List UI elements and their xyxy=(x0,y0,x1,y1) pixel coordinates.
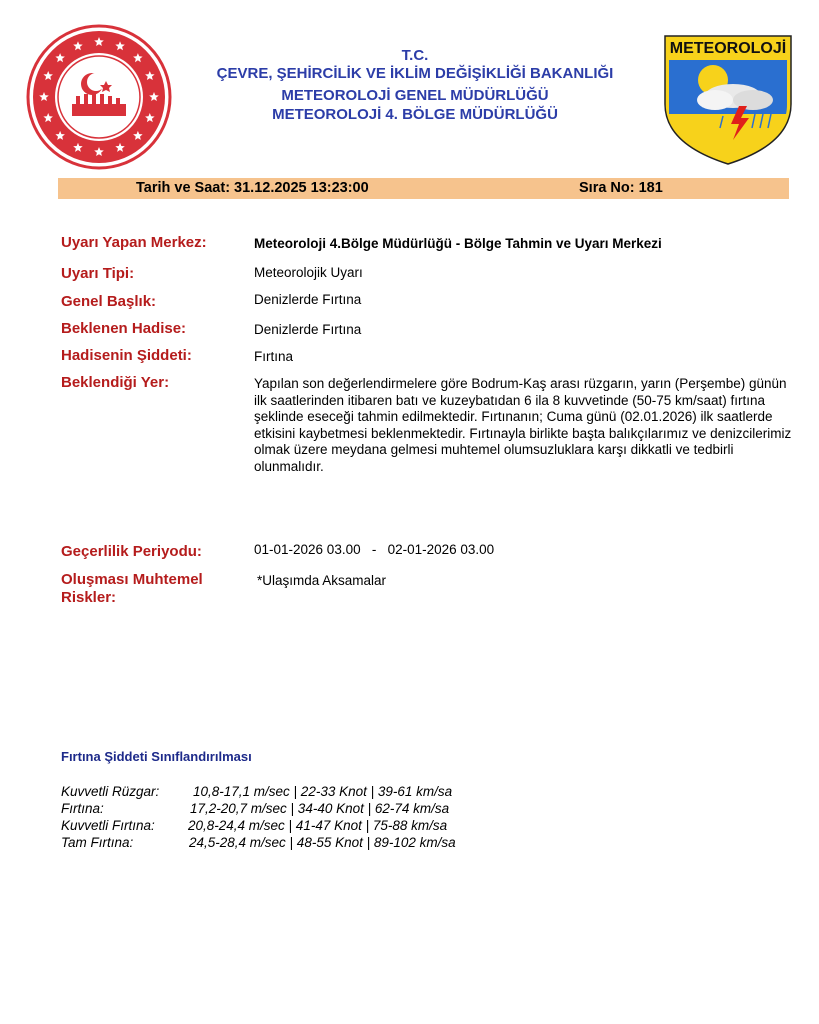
validity-period-label: Geçerlilik Periyodu: xyxy=(61,543,202,560)
expected-event-value: Denizlerde Fırtına xyxy=(254,322,362,337)
logo-text: METEOROLOJİ xyxy=(669,40,787,57)
header-regional: METEOROLOJİ 4. BÖLGE MÜDÜRLÜĞÜ xyxy=(272,106,558,123)
classification-title: Fırtına Şiddeti Sınıflandırılması xyxy=(61,749,252,764)
classification-values: 24,5-28,4 m/sec | 48-55 Knot | 89-102 km/sa xyxy=(189,835,456,850)
severity-value: Fırtına xyxy=(254,349,294,364)
general-title-label: Genel Başlık: xyxy=(61,293,157,310)
ministry-seal-logo xyxy=(26,24,172,170)
classification-values: 17,2-20,7 m/sec | 34-40 Knot | 62-74 km/sa xyxy=(190,801,450,816)
classification-name: Kuvvetli Rüzgar: xyxy=(61,784,160,799)
header-directorate: METEOROLOJİ GENEL MÜDÜRLÜĞÜ xyxy=(281,87,549,104)
meteoroloji-logo xyxy=(663,34,793,166)
header-ministry: ÇEVRE, ŞEHİRCİLİK VE İKLİM DEĞİŞİKLİĞİ BAKANLIĞI xyxy=(216,65,614,82)
warning-center-label: Uyarı Yapan Merkez: xyxy=(61,234,207,251)
general-title-value: Denizlerde Fırtına xyxy=(254,292,362,307)
datetime-label: Tarih ve Saat: 31.12.2025 13:23:00 xyxy=(136,180,369,196)
possible-risks-label: Oluşması Muhtemel Riskler: xyxy=(61,571,203,606)
info-bar xyxy=(58,178,789,199)
warning-type-label: Uyarı Tipi: xyxy=(61,265,135,282)
classification-name: Tam Fırtına: xyxy=(61,835,134,850)
classification-values: 20,8-24,4 m/sec | 41-47 Knot | 75-88 km/sa xyxy=(188,818,448,833)
warning-center-value: Meteoroloji 4.Bölge Müdürlüğü - Bölge Tahmin ve Uyarı Merkezi xyxy=(254,236,662,251)
classification-values: 10,8-17,1 m/sec | 22-33 Knot | 39-61 km/sa xyxy=(193,784,453,799)
sequence-number: Sıra No: 181 xyxy=(579,180,663,196)
header-tc: T.C. xyxy=(401,47,429,64)
severity-label: Hadisenin Şiddeti: xyxy=(61,347,192,364)
expected-location-value: Yapılan son değerlendirmelere göre Bodrum-Kaş arası rüzgarın, yarın (Perşembe) günün ilk saatlerinden itibaren batı ve kuzeybatıdan 6 ila 8 kuvvetinde (50-75 km/saat) fırtına şeklinde eseceği tahmin edilmektedir. Fırtınanın; Cuma günü (02.01.2026) ilk saatlerde etkisini kaybetmesi beklenmektedir. Fırtınayla birlikte başta balıkçılarımız ve denizcilerimiz olmak üzere meydana gelmesi muhtemel olumsuzluklara karşı dikkatli ve tedbirli olunmalıdır. xyxy=(254,376,792,474)
validity-period-value: 01-01-2026 03.00 - 02-01-2026 03.00 xyxy=(254,542,495,557)
expected-location-label: Beklendiği Yer: xyxy=(61,374,170,391)
expected-event-label: Beklenen Hadise: xyxy=(61,320,187,337)
warning-type-value: Meteorolojik Uyarı xyxy=(254,265,363,280)
classification-name: Fırtına: xyxy=(61,801,104,816)
classification-name: Kuvvetli Fırtına: xyxy=(61,818,155,833)
possible-risks-value: *Ulaşımda Aksamalar xyxy=(257,573,387,588)
